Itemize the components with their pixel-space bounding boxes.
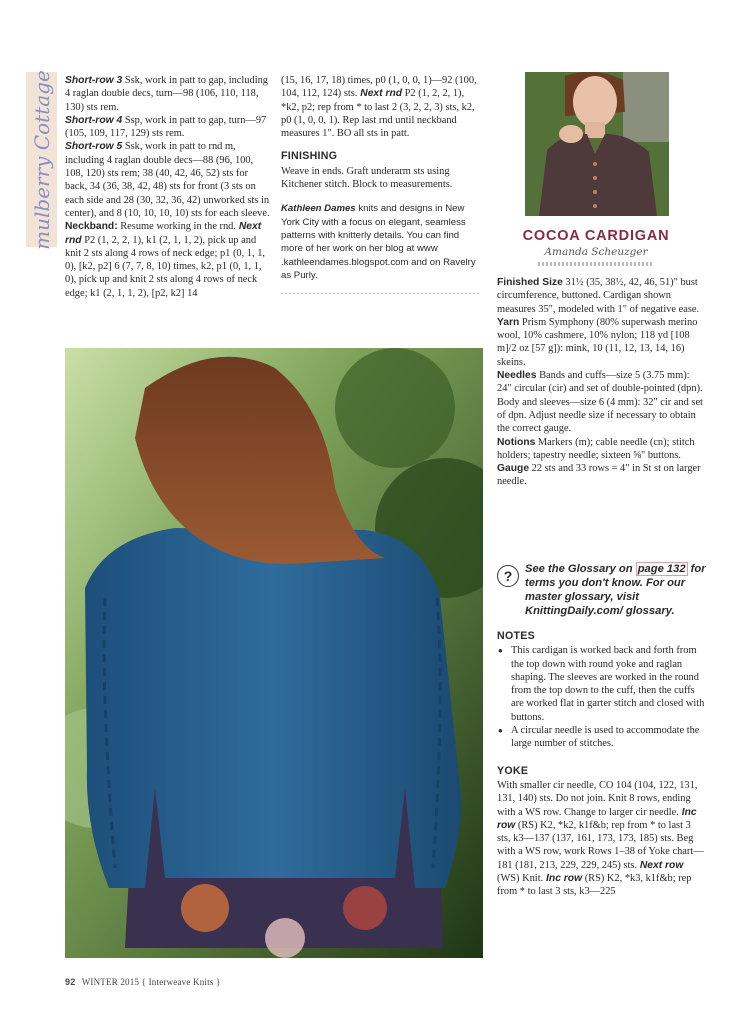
notes-and-yoke xyxy=(497,622,705,899)
notes-heading: NOTES xyxy=(497,630,535,642)
glossary-callout xyxy=(497,562,709,618)
section-tab-label: mulberry Cottage xyxy=(29,69,54,250)
notes-list xyxy=(497,644,705,750)
instructions-column-1 xyxy=(65,74,272,300)
model-portrait-illustration xyxy=(525,72,669,216)
short-row-4: Short-row 4 Ssp, work in patt to gap, turn—97 (105, 109, 117, 129) sts rem. xyxy=(65,114,267,140)
designer-bio: Kathleen Dames knits and designs in New York City with a focus on elegant, seamless patterns with knitterly details. You can find more of her work on her blog at www .kathleendames.blogspot.com and on Ravelry as Purly. xyxy=(281,203,476,281)
magazine-name: { Interweave Knits } xyxy=(141,977,221,987)
spec-gauge: Gauge 22 sts and 33 rows = 4" in St st on larger needle. xyxy=(497,463,701,488)
cardigan-back-illustration xyxy=(65,348,483,958)
pattern-title: COCOA CARDIGAN xyxy=(522,228,670,244)
issue-season: WINTER 2015 xyxy=(81,977,140,987)
title-divider xyxy=(538,262,654,266)
designer-name: Amanda Scheuzger xyxy=(544,246,648,258)
pattern-title-block xyxy=(490,228,702,266)
model-portrait-photo xyxy=(525,72,669,216)
yoke-heading: YOKE xyxy=(497,764,529,777)
glossary-text: See the Glossary on page 132 for terms you don't know. For our master glossary, visit KnittingDaily.com/ glossary. xyxy=(525,563,706,617)
note-item: ● A circular needle is used to accommodate the large number of stitches. xyxy=(497,724,705,751)
note-item: ● This cardigan is worked back and forth from the top down with round yoke and raglan shaping. The sleeves are worked in the round from the top down to the cuff, then the cuffs are worked flat in garter stitch and closed with buttons. xyxy=(497,644,705,724)
spec-needles: Needles Bands and cuffs—size 5 (3.75 mm): 24" circular (cir) and set of double-pointed (dpn). Body and sleeves—size 6 (4 mm): 32" cir and set of dpn. Adjust needle size if necessary to obtain the correct gauge. xyxy=(497,370,703,435)
glossary-page-link[interactable]: page 132 xyxy=(637,563,686,575)
question-icon: ? xyxy=(497,565,519,587)
finishing-heading: FINISHING xyxy=(281,150,338,163)
page-number: 92 xyxy=(65,977,76,987)
section-tab xyxy=(26,69,57,250)
yoke-text: With smaller cir needle, CO 104 (104, 122, 131, 131, 140) sts. Do not join. Knit 8 rows, ending with a WS row. Change to larger cir needle. Inc row (RS) K2, *k2, k1f&b; rep from * to last 3 sts, k3—137 (137, 161, 173, 173, 185) sts. Beg with a WS row, work Rows 1–38 of Yoke chart—181 (181, 213, 229, 229, 245) sts. Next row (WS) Knit. Inc row (RS) K2, *k3, k1f&b; rep from * to last 3 sts, k3—225 xyxy=(497,779,704,898)
spec-finished-size: Finished Size 31½ (35, 38½, 42, 46, 51)" bust circumference, buttoned. Cardigan shown measures 35", modeled with 1" of negative ease. xyxy=(497,277,700,315)
spec-notions: Notions Markers (m); cable needle (cn); stitch holders; tapestry needle; sixteen ⅝" buttons. xyxy=(497,436,695,461)
neckband-continued: (15, 16, 17, 18) times, p0 (1, 0, 0, 1)—92 (100, 104, 112, 124) sts. Next rnd P2 (1, 2, 2, 1), *k2, p2; rep from * to last 2 (3, 2, 2, 3) sts, k2, p0 (1, 0, 0, 1). Rep last rnd until neckband measures 1". BO all sts in patt. xyxy=(281,75,477,140)
cardigan-back-photo xyxy=(65,348,483,958)
page-footer xyxy=(65,977,221,987)
pattern-specs xyxy=(497,276,703,489)
short-row-5: Short-row 5 Ssk, work in patt to rnd m, including 4 raglan double decs—88 (96, 100, 108, 120) sts rem; 38 (40, 42, 46, 52) sts for back, 34 (36, 38, 42, 48) sts for front (3 sts on each side and 28 (30, 32, 36, 42) unworked sts in center), and 8 (10, 10, 10, 10) sts for each sleeve. Neckband: Resume working in the rnd. Next rnd P2 (1, 2, 2, 1), k1 (2, 1, 1, 2), pick up and knit 2 sts along 4 rows of neck edge; p1 (0, 1, 1, 0), [k2, p2] 6 (7, 7, 8, 10) times, k2, p1 (0, 1, 1, 0), pick up and knit 2 sts along 4 rows of neck edge; k1 (2, 1, 1, 2), [p2, k2] 14 xyxy=(65,141,270,299)
divider xyxy=(281,293,481,294)
finishing-text: Weave in ends. Graft underarm sts using Kitchener stitch. Block to measurements. xyxy=(281,165,453,191)
instructions-column-2 xyxy=(281,74,481,294)
short-row-3: Short-row 3 Ssk, work in patt to gap, including 4 raglan double decs, turn—98 (106, 110, 118, 130) sts rem. xyxy=(65,75,268,113)
spec-yarn: Yarn Prism Symphony (80% superwash merino wool, 10% cashmere, 10% nylon; 118 yd [108 m]/2 oz [57 g]): mink, 10 (11, 12, 13, 14, 16) skeins. xyxy=(497,316,698,368)
